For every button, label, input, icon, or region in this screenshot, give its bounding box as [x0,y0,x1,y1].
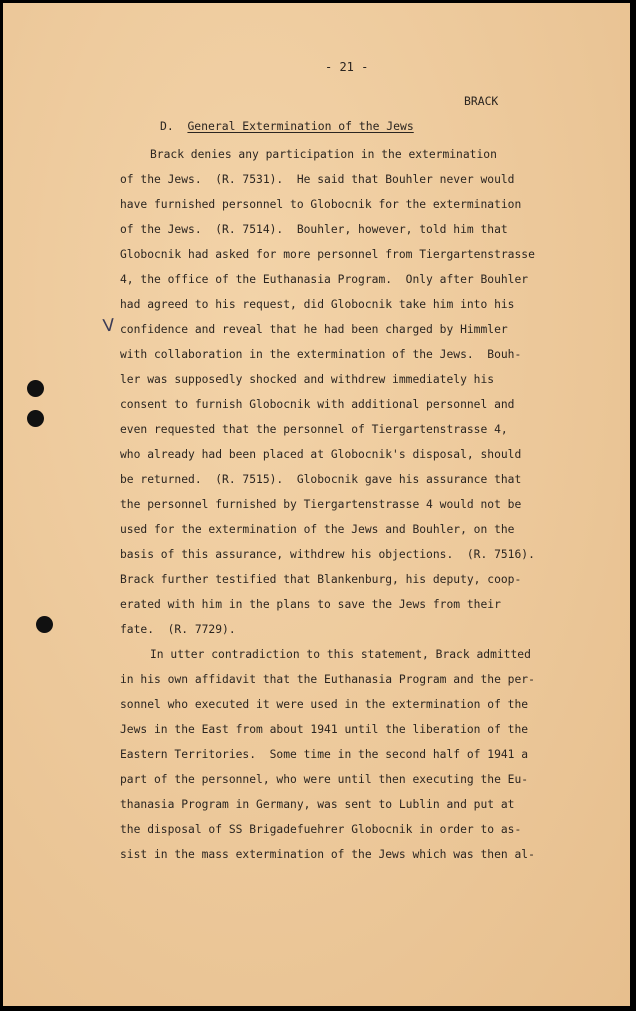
text-line: sist in the mass extermination of the Jews which was then al- [120,848,535,861]
text-line: be returned. (R. 7515). Globocnik gave his assurance that [120,473,522,486]
text-line: of the Jews. (R. 7514). Bouhler, however, told him that [120,223,508,236]
document-page [3,3,630,1006]
punch-hole-top [27,380,44,397]
running-head: BRACK [464,94,499,108]
text-line: Globocnik had asked for more personnel from Tiergartenstrasse [120,248,535,261]
text-line: who already had been placed at Globocnik's disposal, should [120,448,522,461]
text-line: 4, the office of the Euthanasia Program. Only after Bouhler [120,273,529,286]
text-line: even requested that the personnel of Tiergartenstrasse 4, [120,423,508,436]
body-text [120,143,590,863]
text-line: the disposal of SS Brigadefuehrer Globocnik in order to as- [120,823,522,836]
text-line: Jews in the East from about 1941 until the liberation of the [120,723,529,736]
page-number: - 21 - [325,60,369,74]
text-line: of the Jews. (R. 7531). He said that Bouhler never would [120,173,515,186]
text-line: in his own affidavit that the Euthanasia Program and the per- [120,673,535,686]
text-line: ler was supposedly shocked and withdrew immediately his [120,373,495,386]
section-heading [160,119,414,133]
section-letter: D. [160,119,174,133]
section-title: General Extermination of the Jews [187,119,414,133]
text-line: part of the personnel, who were until then executing the Eu- [120,773,529,786]
text-line: sonnel who executed it were used in the extermination of the [120,698,529,711]
text-line: have furnished personnel to Globocnik for the extermination [120,198,522,211]
text-line: consent to furnish Globocnik with additional personnel and [120,398,515,411]
text-line: Brack denies any participation in the extermination [150,148,497,161]
text-line: In utter contradiction to this statement, Brack admitted [150,648,531,661]
text-line: with collaboration in the extermination of the Jews. Bouh- [120,348,522,361]
handwritten-check-mark: V [101,315,116,337]
text-line: fate. (R. 7729). [120,623,236,636]
text-line: used for the extermination of the Jews and Bouhler, on the [120,523,515,536]
text-line: basis of this assurance, withdrew his objections. (R. 7516). [120,548,535,561]
text-line: the personnel furnished by Tiergartenstrasse 4 would not be [120,498,522,511]
text-line: had agreed to his request, did Globocnik take him into his [120,298,515,311]
punch-hole-middle [27,410,44,427]
text-line: Eastern Territories. Some time in the second half of 1941 a [120,748,529,761]
text-line: Brack further testified that Blankenburg, his deputy, coop- [120,573,522,586]
text-line: thanasia Program in Germany, was sent to Lublin and put at [120,798,515,811]
text-line: confidence and reveal that he had been charged by Himmler [120,323,508,336]
punch-hole-bottom [36,616,53,633]
text-line: erated with him in the plans to save the Jews from their [120,598,501,611]
